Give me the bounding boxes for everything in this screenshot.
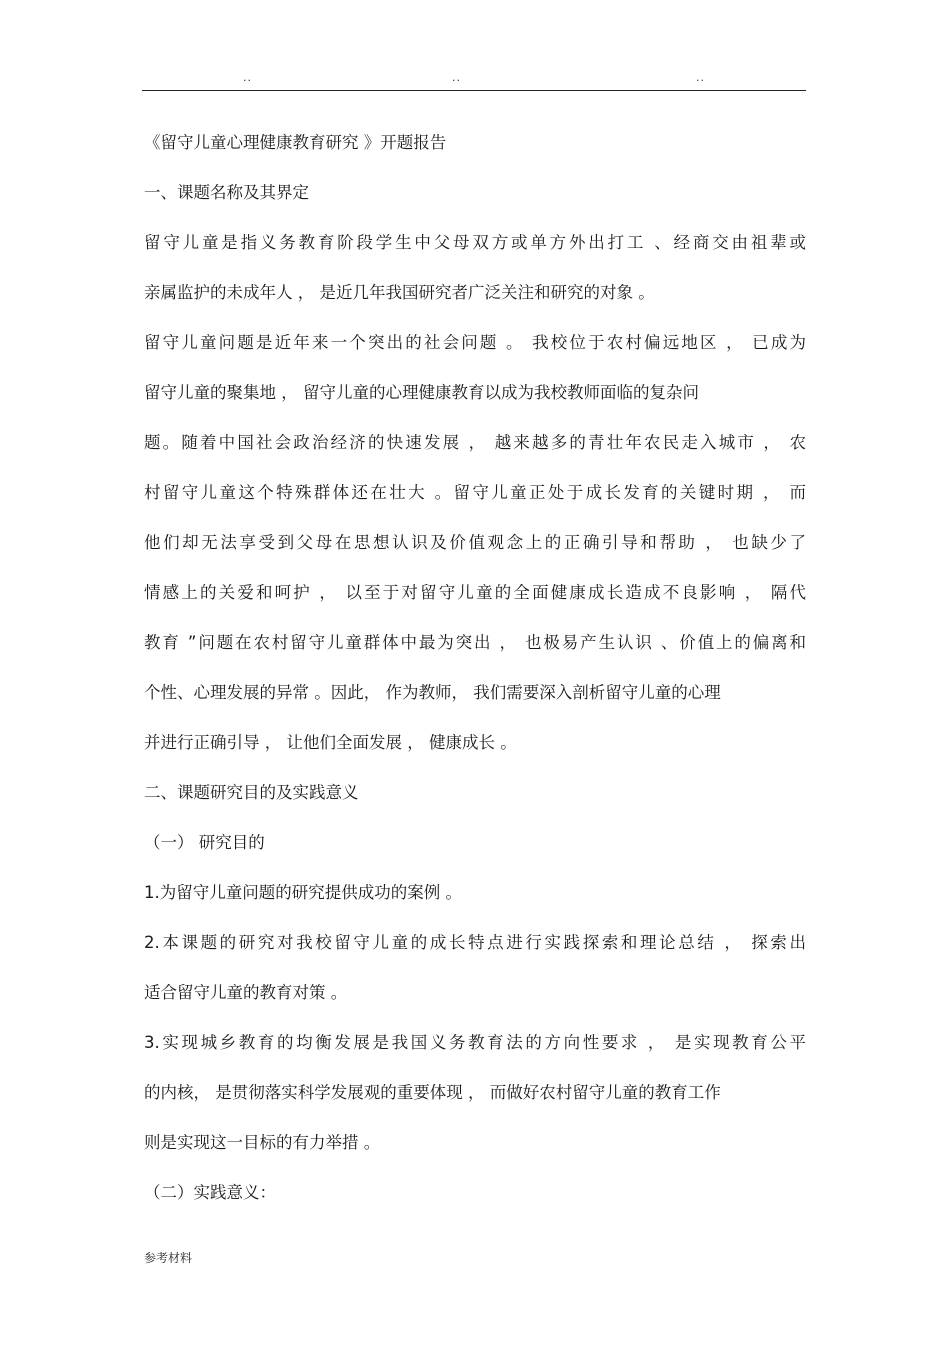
footer-label: 参考材料 — [144, 1251, 193, 1265]
paragraph-line: 并进行正确引导 ， 让他们全面发展 ， 健康成长 。 — [144, 733, 517, 752]
document-title: 《留守儿童心理健康教育研究 》开题报告 — [144, 133, 447, 152]
paragraph-line: 留守儿童是指义务教育阶段学生中父母双方或单方外出打工 、经商交由祖辈或 — [144, 233, 806, 252]
list-item: 1.为留守儿童问题的研究提供成功的案例 。 — [144, 883, 462, 902]
header-mark-left: .. — [243, 71, 252, 84]
header-mark-right: .. — [696, 71, 705, 84]
paragraph-line: 情感上的关爱和呵护 ， 以至于对留守儿童的全面健康成长造成不良影响 ， 隔代 — [144, 583, 806, 602]
section-heading-1: 一、课题名称及其界定 — [144, 183, 309, 202]
subsection-heading-2: （二）实践意义： — [144, 1183, 276, 1202]
list-item: 2.本课题的研究对我校留守儿童的成长特点进行实践探索和理论总结 ， 探索出 — [144, 933, 806, 952]
section-heading-2: 二、课题研究目的及实践意义 — [144, 783, 359, 802]
paragraph-line: 他们却无法享受到父母在思想认识及价值观念上的正确引导和帮助 ， 也缺少了 — [144, 533, 806, 552]
paragraph-line: 亲属监护的未成年人 ， 是近几年我国研究者广泛关注和研究的对象 。 — [144, 283, 655, 302]
list-item-continuation: 适合留守儿童的教育对策 。 — [144, 983, 348, 1002]
paragraph-line: 个性、心理发展的异常 。因此， 作为教师， 我们需要深入剖析留守儿童的心理 — [144, 683, 721, 702]
header-rule — [142, 90, 806, 91]
paragraph-line: 村留守儿童这个特殊群体还在壮大 。留守儿童正处于成长发育的关键时期 ， 而 — [144, 483, 806, 502]
document-body — [144, 128, 806, 1228]
paragraph-line: 留守儿童问题是近年来一个突出的社会问题 。 我校位于农村偏远地区 ， 已成为 — [144, 333, 806, 352]
paragraph-line: 教育 ”问题在农村留守儿童群体中最为突出 ， 也极易产生认识 、价值上的偏离和 — [144, 633, 806, 652]
paragraph-line: 题。随着中国社会政治经济的快速发展 ， 越来越多的青壮年农民走入城市 ， 农 — [144, 433, 806, 452]
list-item-continuation: 的内核， 是贯彻落实科学发展观的重要体现 ， 而做好农村留守儿童的教育工作 — [144, 1083, 721, 1102]
paragraph-line: 留守儿童的聚集地 ， 留守儿童的心理健康教育以成为我校教师面临的复杂问 — [144, 383, 699, 402]
subsection-heading-1: （一） 研究目的 — [144, 833, 265, 852]
list-item: 3.实现城乡教育的均衡发展是我国义务教育法的方向性要求 ， 是实现教育公平 — [144, 1033, 806, 1052]
header-mark-center: .. — [452, 71, 461, 84]
list-item-continuation: 则是实现这一目标的有力举措 。 — [144, 1133, 381, 1152]
